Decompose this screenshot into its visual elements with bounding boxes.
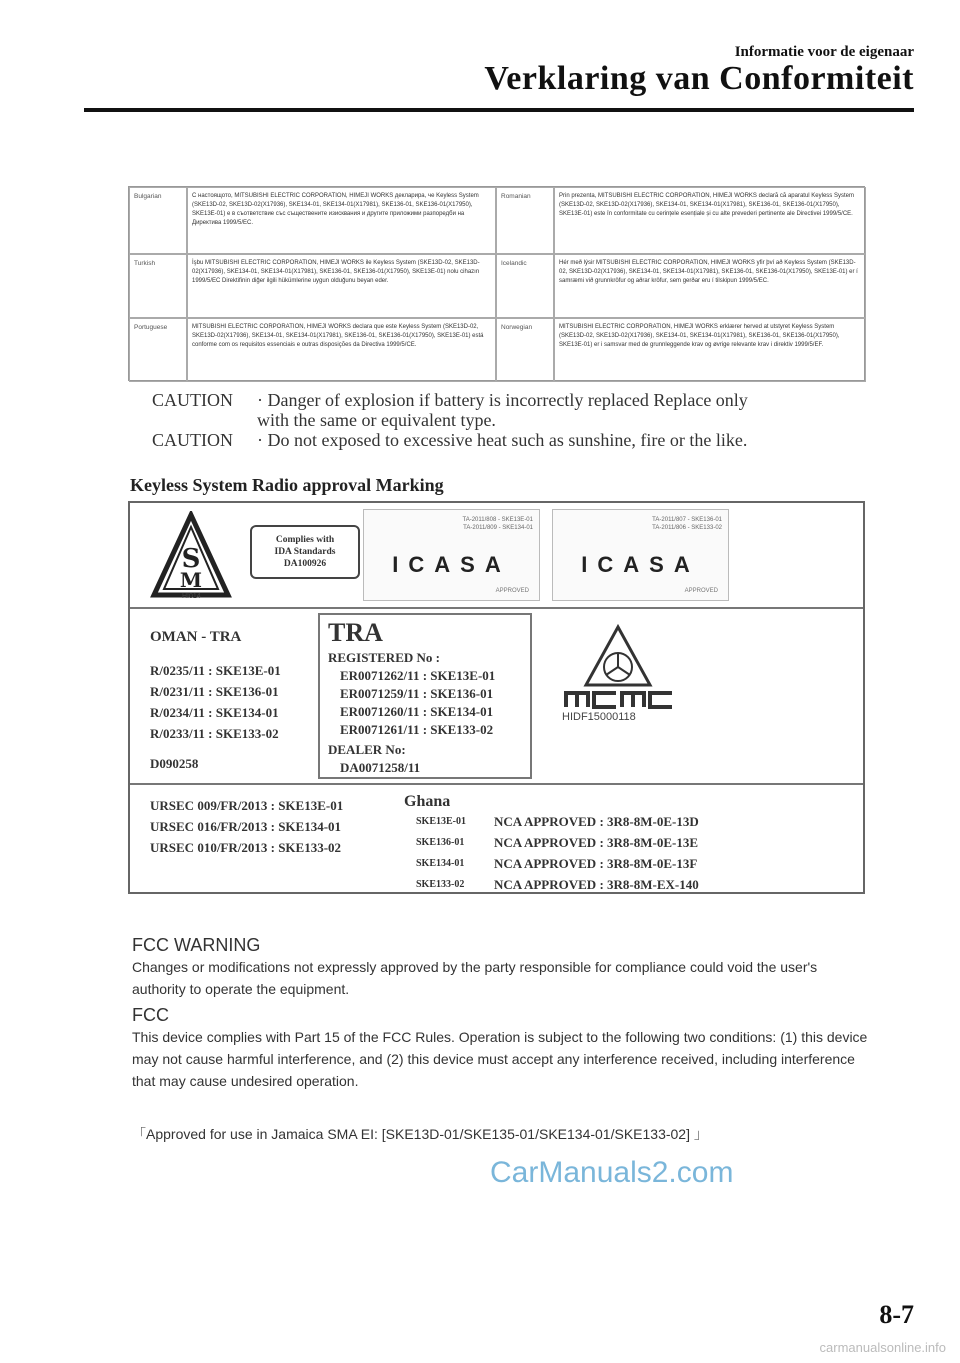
ursec-block bbox=[150, 795, 343, 858]
markings-row-3 bbox=[130, 785, 863, 892]
declaration-table bbox=[128, 186, 865, 381]
oman-title: OMAN - TRA bbox=[150, 629, 242, 645]
fcc-title: FCC bbox=[132, 1005, 169, 1025]
declaration-text: MITSUBISHI ELECTRIC CORPORATION, HIMEJI WORKS erklærer herved at utstyret Keyless System (SKE13D-02, SKE13D-02(X17936), SKE134-01, SKE134-01(X17981), SKE136-01, SKE136-01(X17950), SKE13E-01) er i samsvar med de grunnleggende krav og øvrige relevante krav i direktiv 1999/5/EF. bbox=[554, 318, 866, 382]
ursec-line: URSEC 010/FR/2013 : SKE133-02 bbox=[150, 840, 342, 855]
oman-reg: R/0234/11 : SKE134-01 bbox=[150, 705, 279, 720]
jamaica-approval bbox=[132, 1123, 872, 1145]
tra-title: TRA bbox=[328, 618, 383, 647]
ghana-row bbox=[404, 853, 699, 874]
ghana-nca: NCA APPROVED : 3R8-8M-0E-13F bbox=[494, 856, 698, 871]
header-subtitle: Informatie voor de eigenaar bbox=[734, 44, 914, 60]
caution-2 bbox=[152, 430, 747, 450]
oman-reg: R/0235/11 : SKE13E-01 bbox=[150, 663, 281, 678]
tra-dealer-label: DEALER No: bbox=[328, 742, 406, 757]
icasa-label bbox=[363, 509, 540, 601]
ghana-row bbox=[404, 832, 699, 853]
icasa-approved: APPROVED bbox=[684, 588, 718, 594]
ghana-title: Ghana bbox=[404, 793, 451, 810]
ursec-line: URSEC 016/FR/2013 : SKE134-01 bbox=[150, 819, 342, 834]
declaration-text: С настоящото, MITSUBISHI ELECTRIC CORPORATION, HIMEJI WORKS декларира, че Keyless System (SKE13D-02, SKE13D-02(X17936), SKE134-01, SKE134-01(X17981), SKE136-01, SKE136-01(X17950), SKE13E-01) е в съответствие със съществените изисквания и другите приложими разпоредби на Директива 1999/5/ЕС. bbox=[187, 187, 496, 254]
icasa-codes bbox=[463, 516, 534, 532]
ghana-sku: SKE136-01 bbox=[416, 837, 465, 848]
tra-block bbox=[318, 613, 532, 779]
fcc-warning-title: FCC WARNING bbox=[132, 935, 261, 955]
ida-line: IDA Standards bbox=[274, 547, 336, 557]
icasa-logo: ICASA bbox=[581, 552, 700, 577]
icasa-code: TA-2011/807 - SKE136-01 bbox=[652, 517, 722, 523]
tra-reg-label: REGISTERED No : bbox=[328, 650, 440, 665]
lang-cell: Norwegian bbox=[496, 318, 554, 382]
ida-line: Complies with bbox=[275, 535, 335, 545]
declaration-text: İşbu MITSUBISHI ELECTRIC CORPORATION, HIMEJI WORKS ile Keyless System (SKE13D-02, SKE13D-02(X17936), SKE134-01, SKE134-01(X17981), SKE136-01, SKE136-01(X17950), SKE13E-01) nolu cihazın 1999/5/EC Direktifinin diğer ilgili hükümlerine uygun olduğunu beyan eder. bbox=[187, 254, 496, 318]
fcc-warning-text: Changes or modifications not expressly approved by the party responsible for compliance could void the user's authority to operate the equipment. bbox=[132, 959, 818, 997]
svg-text:M: M bbox=[179, 568, 203, 592]
fcc-text: This device complies with Part 15 of the FCC Rules. Operation is subject to the following two conditions: (1) this device may not cause harmful interference, and (2) this device must accept any interference received, including interference that may cause undesired operation. bbox=[132, 1029, 868, 1089]
icasa-code: TA-2011/808 - SKE13E-01 bbox=[462, 517, 533, 523]
icasa-code: TA-2011/806 - SKE133-02 bbox=[652, 525, 722, 531]
caution-text: · Do not exposed to excessive heat such as sunshine, fire or the like. bbox=[257, 430, 748, 450]
lang-cell: Portuguese bbox=[129, 318, 187, 382]
lang-cell: Turkish bbox=[129, 254, 187, 318]
ghana-block bbox=[404, 793, 699, 895]
oman-dealer: D090258 bbox=[150, 756, 199, 771]
declaration-text: MITSUBISHI ELECTRIC CORPORATION, HIMEJI WORKS declara que este Keyless System (SKE13D-02, SKE13D-02(X17936), SKE134-01, SKE134-01(X17981), SKE136-01, SKE136-01(X17950), SKE13E-01) está conforme com os requisitos essenciais e outras disposições da Directiva 1999/5/CE. bbox=[187, 318, 496, 382]
page-title: Verklaring van Conformiteit bbox=[484, 60, 914, 97]
icasa-code: TA-2011/809 - SKE134-01 bbox=[463, 525, 533, 531]
ghana-nca: NCA APPROVED : 3R8-8M-EX-140 bbox=[494, 877, 699, 892]
ghana-sku: SKE13E-01 bbox=[416, 816, 467, 827]
ghana-row bbox=[404, 811, 699, 832]
ida-line: DA100926 bbox=[283, 559, 327, 569]
sm-code: HI014 bbox=[182, 593, 201, 600]
jamaica-text: 「Approved for use in Jamaica SMA EI: [SKE13D-01/SKE135-01/SKE134-01/SKE133-02] 」 bbox=[132, 1126, 708, 1142]
oman-reg: R/0233/11 : SKE133-02 bbox=[150, 726, 279, 741]
mcmc-code: HIDF15000118 bbox=[562, 711, 636, 723]
tra-reg: ER0071259/11 : SKE136-01 bbox=[340, 686, 494, 701]
section-heading: Keyless System Radio approval Marking bbox=[130, 475, 444, 495]
declaration-text: Hér með lýsir MITSUBISHI ELECTRIC CORPORATION, HIMEJI WORKS yfir því að Keyless System (SKE13D-02, SKE13D-02(X17936), SKE134-01, SKE134-01(X17981), SKE136-01, SKE136-01(X17950), SKE13E-01) er í samræmi við grunnkröfur og aðrar kröfur, sem gerðar eru í tilskipun 1999/5/EC. bbox=[554, 254, 866, 318]
footer-watermark: carmanualsonline.info bbox=[819, 1340, 946, 1355]
oman-reg: R/0231/11 : SKE136-01 bbox=[150, 684, 279, 699]
ida-label bbox=[250, 525, 360, 579]
lang-cell: Icelandic bbox=[496, 254, 554, 318]
markings-row-1 bbox=[130, 503, 863, 609]
fcc-warning bbox=[132, 935, 832, 1000]
ghana-sku: SKE134-01 bbox=[416, 858, 465, 869]
oman-block bbox=[150, 629, 281, 772]
markings-row-2 bbox=[130, 609, 863, 785]
caution-label: CAUTION bbox=[152, 390, 233, 410]
ghana-sku: SKE133-02 bbox=[416, 879, 465, 890]
sm-approval-icon bbox=[150, 511, 232, 603]
fcc-section bbox=[132, 1005, 872, 1092]
header-rule bbox=[84, 108, 914, 112]
caution-label: CAUTION bbox=[152, 430, 233, 450]
approval-markings bbox=[128, 501, 865, 894]
lang-cell: Romanian bbox=[496, 187, 554, 254]
tra-reg: ER0071262/11 : SKE13E-01 bbox=[340, 668, 496, 683]
page-number: 8-7 bbox=[879, 1300, 914, 1329]
watermark: CarManuals2.com bbox=[490, 1156, 734, 1189]
ghana-nca: NCA APPROVED : 3R8-8M-0E-13D bbox=[494, 814, 699, 829]
caution-1 bbox=[152, 390, 748, 430]
tra-reg: ER0071261/11 : SKE133-02 bbox=[340, 722, 494, 737]
icasa-logo: ICASA bbox=[392, 552, 511, 577]
icasa-label bbox=[552, 509, 729, 601]
ghana-row bbox=[404, 874, 699, 895]
caution-text: · Danger of explosion if battery is incorrectly replaced Replace only bbox=[257, 390, 748, 410]
ghana-nca: NCA APPROVED : 3R8-8M-0E-13E bbox=[494, 835, 699, 850]
caution-text-cont: with the same or equivalent type. bbox=[257, 410, 496, 430]
lang-cell: Bulgarian bbox=[129, 187, 187, 254]
ursec-line: URSEC 009/FR/2013 : SKE13E-01 bbox=[150, 798, 344, 813]
tra-reg: ER0071260/11 : SKE134-01 bbox=[340, 704, 494, 719]
icasa-codes bbox=[652, 516, 722, 532]
tra-dealer: DA0071258/11 bbox=[340, 760, 421, 775]
svg-text:S: S bbox=[181, 544, 201, 574]
declaration-text: Prin prezenta, MITSUBISHI ELECTRIC CORPORATION, HIMEJI WORKS declară că aparatul Keyless System (SKE13D-02, SKE13D-02(X17936), SKE134-01, SKE134-01(X17981), SKE136-01, SKE136-01(X17950), SKE13E-01) este în conformitate cu cerințele esențiale și cu alte prevederi pertinente ale Directivei 1999/5/CE. bbox=[554, 187, 866, 254]
icasa-approved: APPROVED bbox=[495, 588, 529, 594]
